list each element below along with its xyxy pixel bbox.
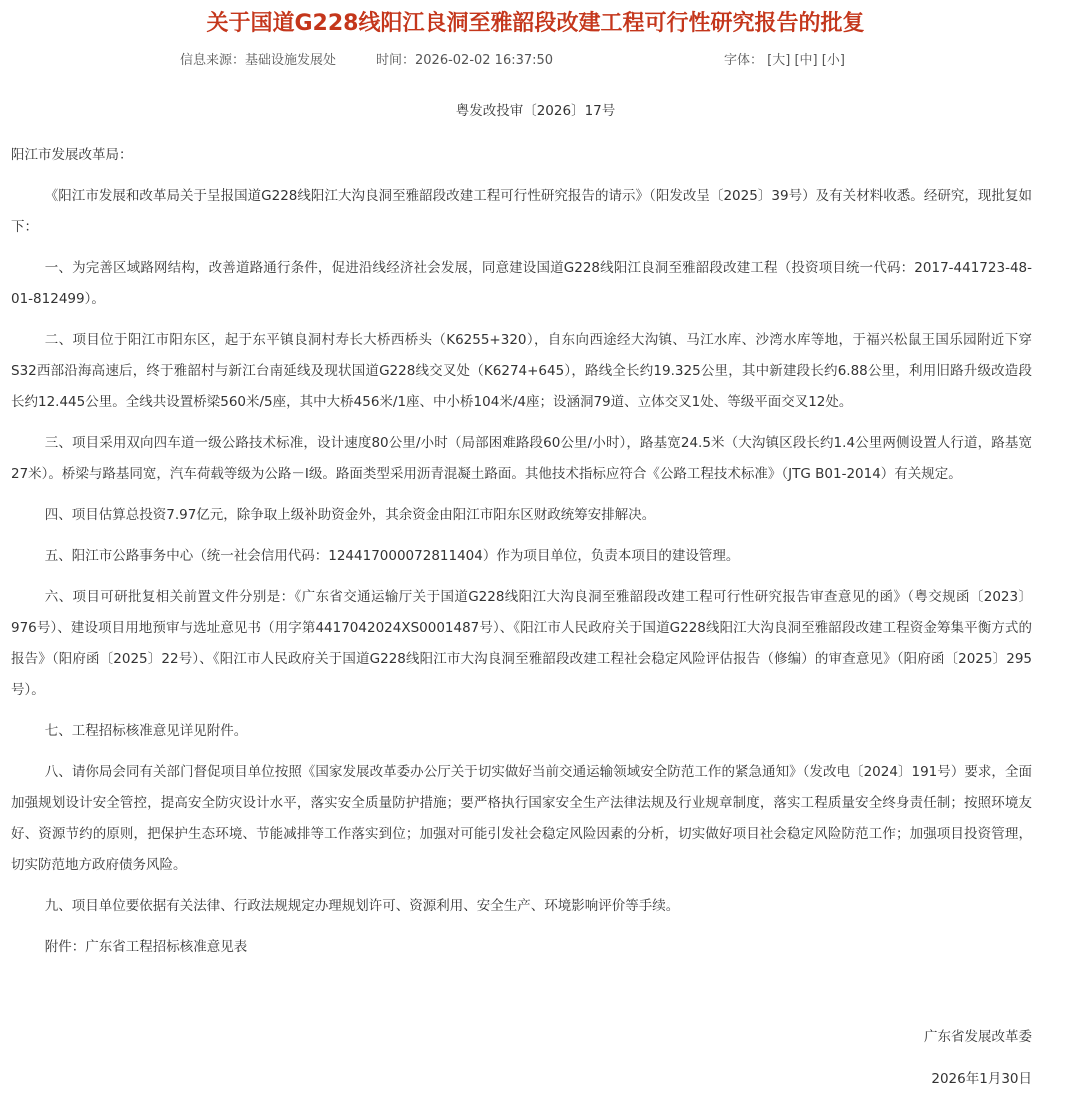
article-body xyxy=(11,140,1032,973)
paragraph-3: 三、项目采用双向四车道一级公路技术标准，设计速度80公里/小时（局部困难路段60公里/小时），路基宽24.5米（大沟镇区段长约1.4公里两侧设置人行道，路基宽27米）。桥梁与路基同宽，汽车荷载等级为公路－Ⅰ级。路面类型采用沥青混凝土路面。其他技术指标应符合《公路工程技术标准》（JTG B01-2014）有关规定。 xyxy=(11,435,1032,482)
attachment-note: 附件：广东省工程招标核准意见表 xyxy=(44,939,248,955)
signature-organization: 广东省发展改革委 xyxy=(924,1029,1032,1045)
publish-time: 时间：2026-02-02 16:37:50 xyxy=(376,53,554,68)
font-size-medium-link[interactable]: [中] xyxy=(794,53,818,68)
paragraph-9: 九、项目单位要依据有关法律、行政法规规定办理规划许可、资源利用、安全生产、环境影响评价等手续。 xyxy=(44,898,680,914)
paragraph-8: 八、请你局会同有关部门督促项目单位按照《国家发展改革委办公厅关于切实做好当前交通运输领域安全防范工作的紧急通知》（发改电〔2024〕191号）要求，全面加强规划设计安全管控，提高安全防灾设计水平，落实安全质量防护措施；要严格执行国家安全生产法律法规及行业规章制度，落实工程质量安全终身责任制；按照环境友好、资源节约的原则，把保护生态环境、节能减排等工作落实到位；加强对可能引发社会稳定风险因素的分析，切实做好项目社会稳定风险防范工作；加强项目投资管理，切实防范地方政府债务风险。 xyxy=(11,764,1032,873)
paragraph-2: 二、项目位于阳江市阳东区，起于东平镇良洞村寿长大桥西桥头（K6255+320），自东向西途经大沟镇、马江水库、沙湾水库等地，于福兴松鼠王国乐园附近下穿S32西部沿海高速后，终于雅韶村与新江台南延线及现状国道G228线交叉处（K6274+645），路线全长约19.325公里，其中新建段长约6.88公里，利用旧路升级改造段长约12.445公里。全线共设置桥梁560米/5座，其中大桥456米/1座、中小桥104米/4座；设涵洞79道、立体交叉1处、等级平面交叉12处。 xyxy=(11,332,1032,410)
paragraph-4: 四、项目估算总投资7.97亿元，除争取上级补助资金外，其余资金由阳江市阳东区财政统筹安排解决。 xyxy=(44,507,656,523)
font-size-selector xyxy=(724,52,845,70)
paragraph-intro: 《阳江市发展和改革局关于呈报国道G228线阳江大沟良洞至雅韶段改建工程可行性研究报告的请示》（阳发改呈〔2025〕39号）及有关材料收悉。经研究，现批复如下： xyxy=(11,188,1032,235)
font-size-label: 字体： xyxy=(724,53,764,68)
signature-date: 2026年1月30日 xyxy=(931,1071,1032,1087)
paragraph-6: 六、项目可研批复相关前置文件分别是：《广东省交通运输厅关于国道G228线阳江大沟良洞至雅韶段改建工程可行性研究报告审查意见的函》（粤交规函〔2023〕976号）、建设项目用地预审与选址意见书（用字第4417042024XS0001487号）、《阳江市人民政府关于国道G228线阳江大沟良洞至雅韶段改建工程资金筹集平衡方式的报告》（阳府函〔2025〕22号）、《阳江市人民政府关于国道G228线阳江市大沟良洞至雅韶段改建工程社会稳定风险评估报告（修编）的审查意见》（阳府函〔2025〕295号）。 xyxy=(11,589,1032,698)
info-source: 信息来源：基础设施发展处 xyxy=(180,53,337,68)
paragraph-1: 一、为完善区域路网结构，改善道路通行条件，促进沿线经济社会发展，同意建设国道G228线阳江良洞至雅韶段改建工程（投资项目统一代码：2017-441723-48-01-812499）。 xyxy=(11,260,1032,307)
font-size-large-link[interactable]: [大] xyxy=(767,53,791,68)
article-title: 关于国道G228线阳江良洞至雅韶段改建工程可行性研究报告的批复 xyxy=(206,11,865,36)
paragraph-5: 五、阳江市公路事务中心（统一社会信用代码：12441700007281140​4）作为项目单位，负责本项目的建设管理。 xyxy=(44,548,740,564)
paragraph-7: 七、工程招标核准意见详见附件。 xyxy=(44,723,248,739)
font-size-small-link[interactable]: [小] xyxy=(821,53,845,68)
document-number: 粤发改投审〔2026〕17号 xyxy=(455,103,616,119)
salutation: 阳江市发展改革局： xyxy=(11,147,133,163)
